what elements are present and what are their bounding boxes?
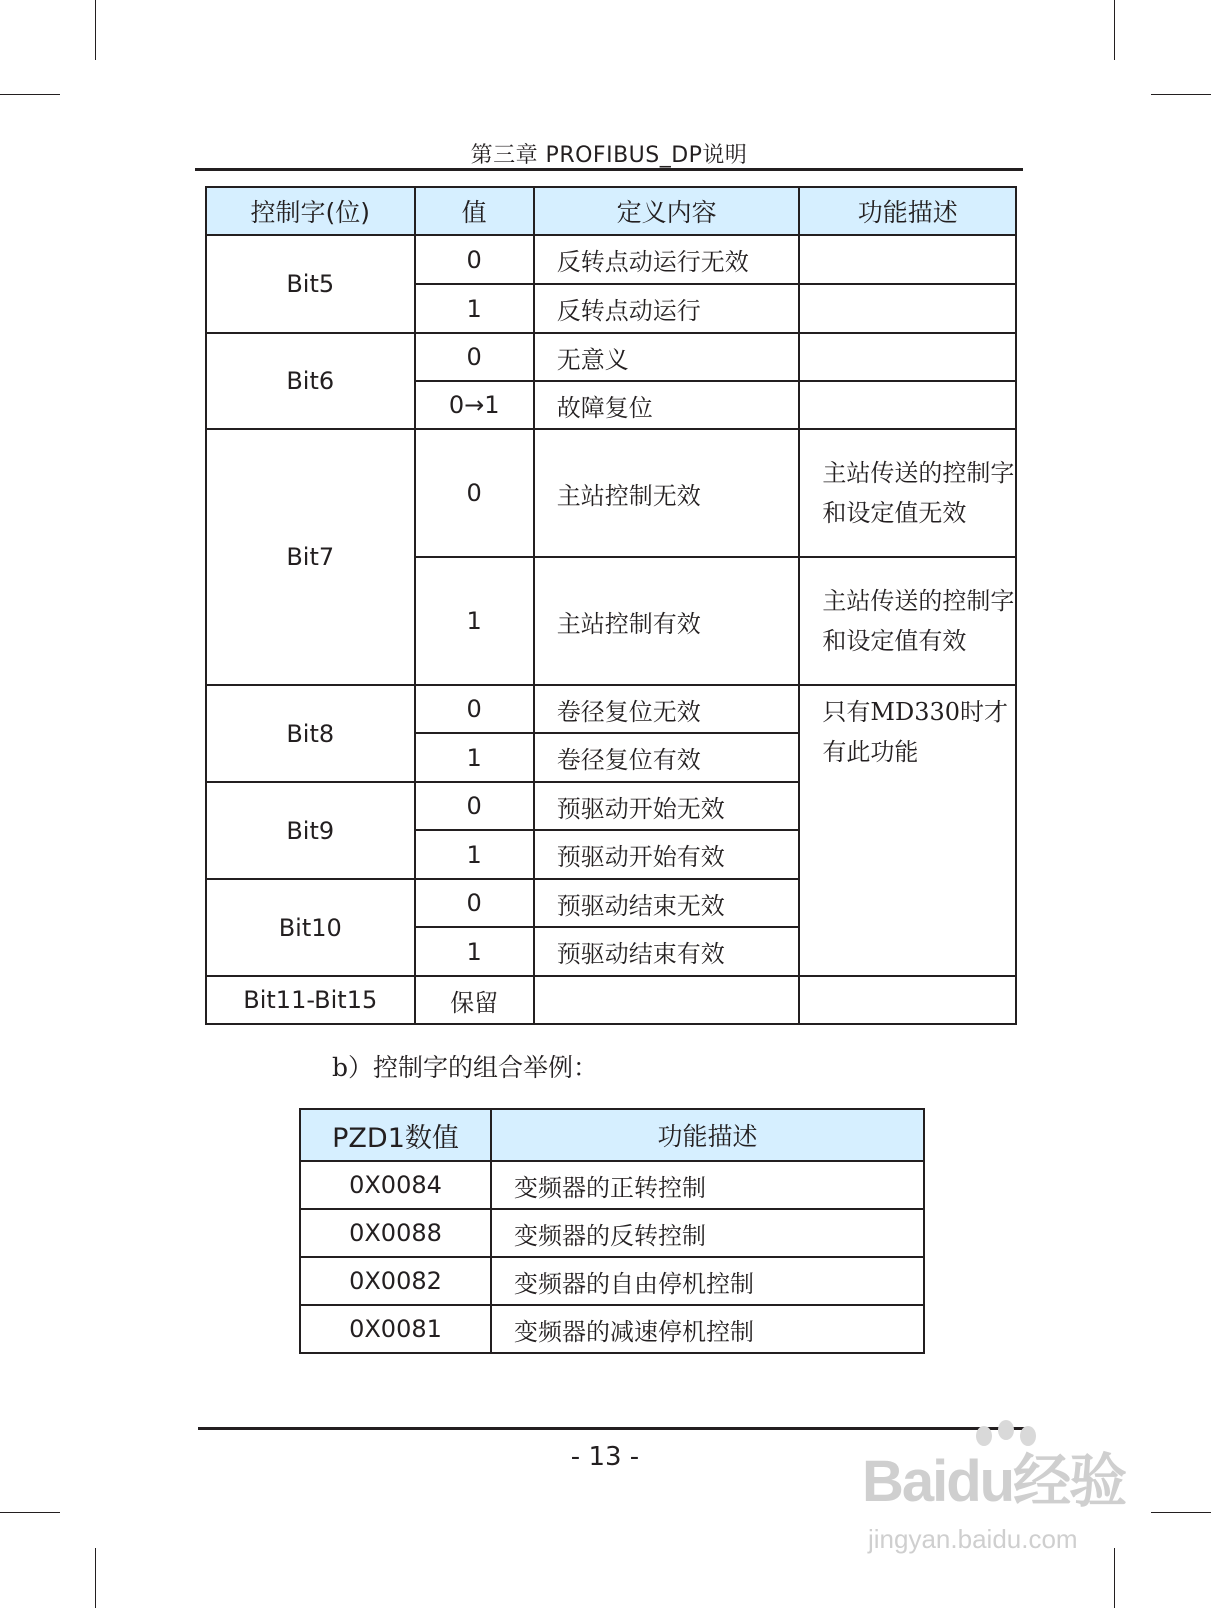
md330-note-cell: 只有MD330时才有此功能 [799,685,1016,976]
bit-name-cell: Bit10 [206,879,415,976]
definition-cell: 预驱动开始有效 [534,830,800,879]
value-cell: 1 [415,830,534,879]
value-cell: 0 [415,333,534,381]
pzd1-desc-cell: 变频器的减速停机控制 [491,1305,924,1353]
value-cell: 1 [415,733,534,782]
value-cell: 0 [415,235,534,284]
value-cell: 1 [415,927,534,976]
pzd1-value-cell: 0X0081 [300,1305,491,1353]
table-header-cell: 定义内容 [534,187,800,235]
description-cell: 主站传送的控制字和设定值无效 [799,429,1016,557]
definition-cell [534,976,800,1024]
description-cell: 主站传送的控制字和设定值有效 [799,557,1016,685]
crop-mark [1151,94,1211,95]
table-header-cell: 控制字(位) [206,187,415,235]
watermark-logo: Baidu经验 [862,1449,1126,1514]
value-cell: 0 [415,429,534,557]
bit-name-cell: Bit5 [206,235,415,333]
page-number: - 13 - [570,1442,640,1472]
definition-cell: 预驱动结束有效 [534,927,800,976]
definition-cell: 无意义 [534,333,800,381]
value-cell: 0 [415,782,534,830]
table-header-cell: PZD1数值 [300,1109,491,1161]
description-cell [799,235,1016,284]
value-cell: 0 [415,685,534,733]
example-subtitle: b）控制字的组合举例： [332,1053,599,1082]
crop-mark [95,0,96,60]
description-cell [799,284,1016,333]
bit-name-cell: Bit11-Bit15 [206,976,415,1024]
bit-name-cell: Bit9 [206,782,415,879]
table-header-cell: 值 [415,187,534,235]
pzd1-value-cell: 0X0088 [300,1209,491,1257]
definition-cell: 卷径复位无效 [534,685,800,733]
description-cell [799,333,1016,381]
pzd1-example-table [299,1108,925,1354]
definition-cell: 反转点动运行 [534,284,800,333]
definition-cell: 反转点动运行无效 [534,235,800,284]
pzd1-desc-cell: 变频器的自由停机控制 [491,1257,924,1305]
value-cell: 0 [415,879,534,927]
definition-cell: 主站控制无效 [534,429,800,557]
definition-cell: 预驱动开始无效 [534,782,800,830]
value-cell: 0→1 [415,381,534,429]
control-word-table [205,186,1017,1025]
crop-mark [1114,0,1115,60]
crop-mark [0,1512,60,1513]
watermark-url: jingyan.baidu.com [868,1524,1078,1554]
header-rule [195,168,1023,171]
table-header-cell: 功能描述 [491,1109,924,1161]
description-cell [799,976,1016,1024]
definition-cell: 故障复位 [534,381,800,429]
value-cell: 保留 [415,976,534,1024]
bit-name-cell: Bit7 [206,429,415,685]
bit-name-cell: Bit6 [206,333,415,429]
baidu-watermark [862,1420,1182,1560]
table-header-cell: 功能描述 [799,187,1016,235]
pzd1-value-cell: 0X0082 [300,1257,491,1305]
chapter-header: 第三章 PROFIBUS_DP说明 [470,143,748,168]
pzd1-desc-cell: 变频器的正转控制 [491,1161,924,1209]
definition-cell: 卷径复位有效 [534,733,800,782]
bit-name-cell: Bit8 [206,685,415,782]
value-cell: 1 [415,557,534,685]
crop-mark [95,1548,96,1608]
pzd1-value-cell: 0X0084 [300,1161,491,1209]
crop-mark [0,94,60,95]
description-cell [799,381,1016,429]
pzd1-desc-cell: 变频器的反转控制 [491,1209,924,1257]
definition-cell: 预驱动结束无效 [534,879,800,927]
definition-cell: 主站控制有效 [534,557,800,685]
value-cell: 1 [415,284,534,333]
